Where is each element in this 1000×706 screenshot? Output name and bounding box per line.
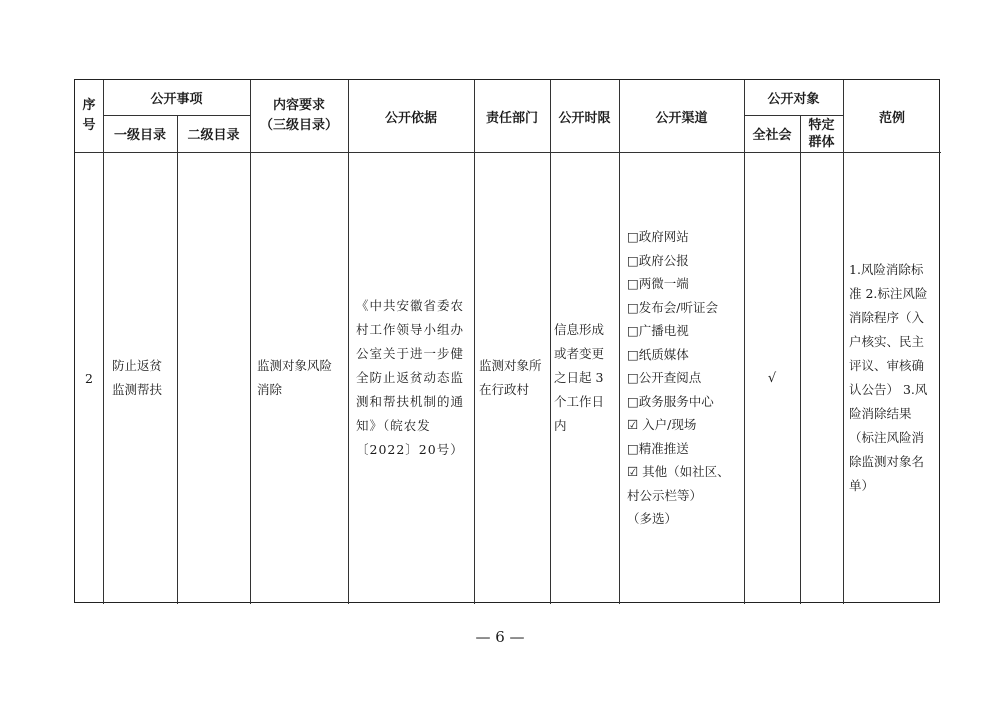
row-target-specific (800, 152, 843, 604)
row-dept: 监测对象所在行政村 (479, 358, 542, 397)
row-level2 (177, 152, 250, 604)
header-dept: 责任部门 (485, 110, 538, 126)
channel-option: 村公示栏等） (627, 487, 703, 503)
channel-option: □发布会/听证会 (627, 299, 719, 315)
row-target-all (744, 152, 800, 604)
channel-option: □政府网站 (627, 229, 689, 245)
disclosure-table (74, 79, 940, 603)
channel-checklist (627, 225, 730, 531)
channel-option: □广播电视 (627, 323, 689, 339)
header-basis: 公开依据 (384, 110, 437, 126)
row-content-req: 监测对象风险消除 (257, 358, 333, 397)
header-level2: 二级目录 (187, 128, 240, 143)
header-channels: 公开渠道 (655, 110, 708, 126)
channel-option: □两微一端 (627, 276, 689, 292)
header-matter: 公开事项 (150, 92, 203, 107)
channel-option: □政务服务中心 (627, 393, 714, 409)
row-channels (619, 152, 744, 604)
channel-option: （多选） (627, 511, 678, 527)
checkmark: √ (767, 370, 777, 386)
header-time-limit: 公开时限 (558, 110, 611, 126)
header-example: 范例 (878, 110, 905, 126)
page-number: — 6 — (475, 628, 525, 646)
channel-option: □精准推送 (627, 440, 689, 456)
row-seq: 2 (85, 370, 93, 386)
header-target: 公开对象 (767, 92, 820, 107)
channel-option: □政府公报 (627, 252, 689, 268)
channel-option: □公开查阅点 (627, 370, 702, 386)
header-level1: 一级目录 (113, 128, 166, 143)
channel-option: ☑ 其他（如社区、 (627, 464, 730, 480)
row-time-limit: 信息形成或者变更之日起 3 个工作日内 (554, 322, 605, 433)
header-seq: 序号 (82, 98, 96, 133)
header-target-all: 全社会 (752, 128, 792, 143)
header-content-req: 内容要求 （三级目录） (259, 98, 338, 133)
row-example: 1.风险消除标准 2.标注风险消除程序（入户核实、民主评议、审核确认公告） 3.风险消除结果（标注风险消除监测对象名单） (849, 262, 928, 493)
channel-option: □纸质媒体 (627, 346, 689, 362)
row-basis: 《中共安徽省委农村工作领导小组办公室关于进一步健全防止返贫动态监测和帮扶机制的通知》（皖农发〔2022〕20号） (356, 298, 465, 457)
row-level1: 防止返贫监测帮扶 (112, 358, 163, 397)
header-target-specific: 特定群体 (808, 117, 835, 150)
channel-option: ☑ 入户/现场 (627, 417, 697, 433)
